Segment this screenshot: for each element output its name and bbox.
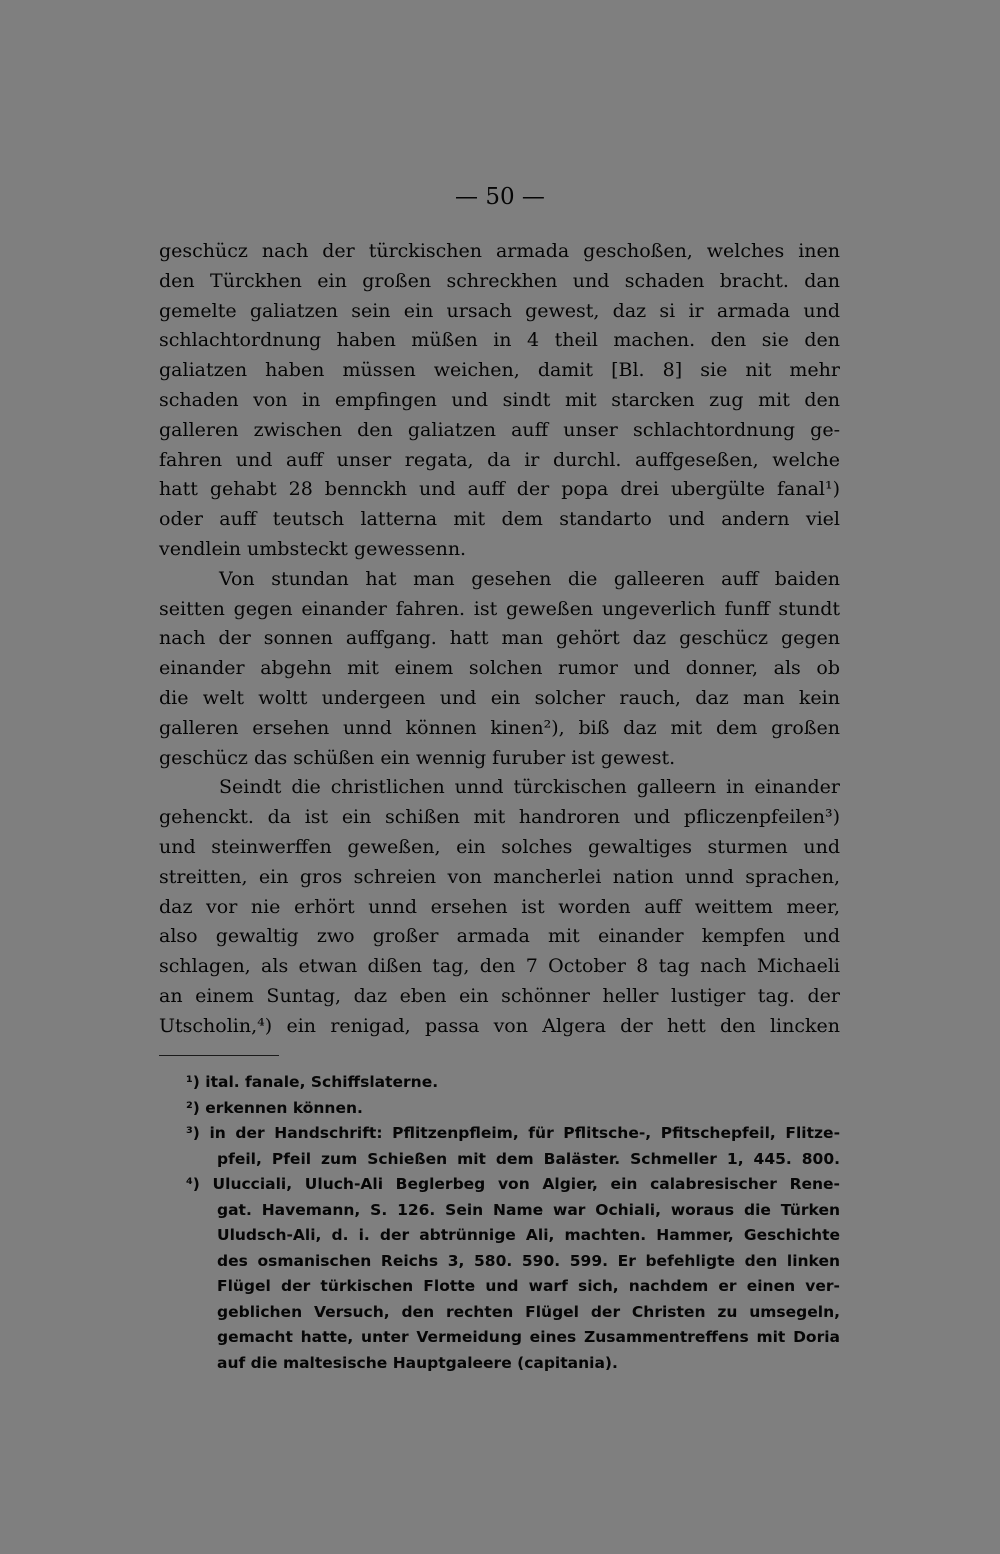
text-line: schaden von in empfingen und sindt mit starcken zug mit den <box>159 388 840 411</box>
footnote-line: Flügel der türkischen Flotte und warf sich, nachdem er einen ver- <box>217 1277 840 1295</box>
text-line: seitten gegen einander fahren. ist geweßen ungeverlich funff stundt <box>159 597 840 620</box>
text-line: an einem Suntag, daz eben ein schönner heller lustiger tag. der <box>159 984 840 1007</box>
text-line: einander abgehn mit einem solchen rumor und donner, als ob <box>159 657 840 680</box>
footnote-line: ²) erkennen können. <box>186 1098 363 1117</box>
text-line: streitten, ein gros schreien von mancherlei nation unnd sprachen, <box>159 865 840 888</box>
text-line: Seindt die christlichen unnd türckischen galleern in einander <box>219 776 840 799</box>
text-line: nach der sonnen auffgang. hatt man gehört daz geschücz gegen <box>159 627 840 650</box>
text-line: die welt woltt undergeen und ein solcher rauch, daz man kein <box>159 686 840 709</box>
text-line: fahren und auff unser regata, da ir durchl. auffgeseßen, welche <box>159 448 840 471</box>
text-line: gemelte galiatzen sein ein ursach gewest, daz si ir armada und <box>159 299 840 322</box>
footnote-line: ¹) ital. fanale, Schiffslaterne. <box>186 1073 439 1091</box>
text-line: und steinwerffen geweßen, ein solches gewaltiges sturmen und <box>159 835 840 858</box>
footnotes <box>178 1070 840 1376</box>
footnote-line: ³) in der Handschrift: Pflitzenpfleim, für Pflitsche-, Pfitschepfeil, Flitze- <box>186 1124 840 1142</box>
text-line: also gewaltig zwo großer armada mit einander kempfen und <box>159 925 840 948</box>
text-line: Utscholin,⁴) ein renigad, passa von Algera der hett den lincken <box>159 1014 840 1037</box>
body-text <box>159 237 840 1042</box>
footnote-line: Uludsch-Ali, d. i. der abtrünnige Ali, machten. Hammer, Geschichte <box>217 1226 840 1244</box>
footnote-line: ⁴) Ulucciali, Uluch-Ali Beglerbeg von Algier, ein calabresischer Rene- <box>186 1175 840 1193</box>
text-line: schlachtordnung haben müßen in 4 theil machen. den sie den <box>159 329 840 352</box>
text-line: hatt gehabt 28 bennckh und auff der popa drei ubergülte fanal¹) <box>159 478 840 501</box>
footnote-line: des osmanischen Reichs 3, 580. 590. 599. Er befehligte den linken <box>217 1251 840 1270</box>
text-line: daz vor nie erhört unnd ersehen ist worden auff weittem meer, <box>159 895 840 918</box>
text-line: vendlein umbsteckt gewessenn. <box>159 537 467 560</box>
text-line: geschücz das schüßen ein wennig furuber ist gewest. <box>159 746 676 769</box>
text-line: galleren zwischen den galiatzen auff unser schlachtordnung ge- <box>159 418 840 441</box>
footnote-line: gemacht hatte, unter Vermeidung eines Zusammentreffens mit Doria <box>217 1328 840 1346</box>
page-number: — 50 — <box>455 184 545 210</box>
text-line: galleren ersehen unnd können kinen²), biß daz mit dem großen <box>159 716 840 739</box>
text-line: galiatzen haben müssen weichen, damit [Bl. 8] sie nit mehr <box>159 359 840 382</box>
text-line: gehenckt. da ist ein schißen mit handroren und pfliczenpfeilen³) <box>159 806 840 829</box>
text-line: geschücz nach der türckischen armada geschoßen, welches inen <box>159 240 840 262</box>
text-line: den Türckhen ein großen schreckhen und schaden bracht. dan <box>159 269 840 292</box>
text-line: schlagen, als etwan dißen tag, den 7 October 8 tag nach Michaeli <box>159 955 840 978</box>
text-line: oder auff teutsch latterna mit dem standarto und andern viel <box>159 508 840 531</box>
footnote-line: auf die maltesische Hauptgaleere (capitania). <box>217 1353 618 1372</box>
text-line: Von stundan hat man gesehen die galleeren auff baiden <box>219 567 840 590</box>
footnote-line: geblichen Versuch, den rechten Flügel der Christen zu umsegeln, <box>217 1302 840 1321</box>
footnote-line: pfeil, Pfeil zum Schießen mit dem Baläster. Schmeller 1, 445. 800. <box>217 1149 840 1168</box>
footnote-line: gat. Havemann, S. 126. Sein Name war Ochiali, woraus die Türken <box>217 1200 840 1219</box>
footnote-separator <box>159 1055 279 1056</box>
